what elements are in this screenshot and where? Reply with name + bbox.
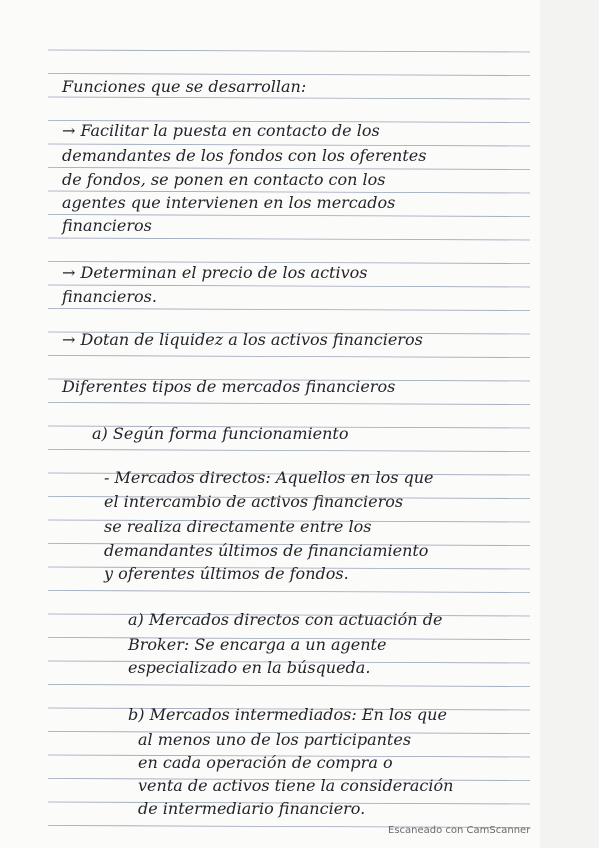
handwritten-line: - Mercados directos: Aquellos en los que: [104, 468, 434, 487]
handwritten-line: en cada operación de compra o: [138, 753, 393, 772]
handwritten-line: se realiza directamente entre los: [104, 517, 372, 536]
handwritten-line: → Determinan el precio de los activos: [62, 263, 368, 282]
handwritten-line: al menos uno de los participantes: [138, 730, 412, 749]
handwritten-line: Funciones que se desarrollan:: [62, 77, 307, 96]
ruled-line: [48, 450, 530, 452]
scanner-watermark: Escaneado con CamScanner: [388, 825, 531, 836]
handwritten-line: b) Mercados intermediados: En los que: [128, 705, 447, 724]
ruled-line: [48, 238, 530, 240]
ruled-line: [48, 50, 530, 52]
handwritten-line: de intermediario financiero.: [138, 799, 366, 818]
handwritten-line: Broker: Se encarga a un agente: [128, 635, 387, 654]
handwritten-line: demandantes de los fondos con los oferentes: [62, 146, 427, 165]
handwritten-line: a) Mercados directos con actuación de: [128, 610, 443, 629]
ruled-line: [48, 591, 530, 593]
ruled-line: [48, 309, 530, 311]
ruled-line: [48, 97, 530, 99]
ruled-line: [48, 685, 530, 687]
ruled-line: [48, 74, 530, 76]
ruled-line: [48, 403, 530, 405]
handwritten-line: financieros.: [62, 287, 157, 306]
handwritten-line: → Dotan de liquidez a los activos financieros: [62, 330, 423, 349]
handwritten-line: de fondos, se ponen en contacto con los: [62, 170, 386, 189]
handwritten-line: financieros: [62, 216, 152, 235]
handwritten-line: demandantes últimos de financiamiento: [104, 541, 429, 560]
handwritten-line: → Facilitar la puesta en contacto de los: [62, 121, 380, 140]
section-heading: Diferentes tipos de mercados financieros: [62, 377, 396, 396]
handwritten-line: especializado en la búsqueda.: [128, 658, 371, 677]
handwritten-line: venta de activos tiene la consideración: [138, 776, 454, 795]
handwritten-line: agentes que intervienen en los mercados: [62, 193, 396, 212]
ruled-line: [48, 356, 530, 358]
handwritten-line: y oferentes últimos de fondos.: [104, 564, 349, 583]
subsection-heading: a) Según forma funcionamiento: [92, 424, 349, 443]
page-edge: [540, 0, 599, 848]
handwritten-line: el intercambio de activos financieros: [104, 492, 404, 511]
